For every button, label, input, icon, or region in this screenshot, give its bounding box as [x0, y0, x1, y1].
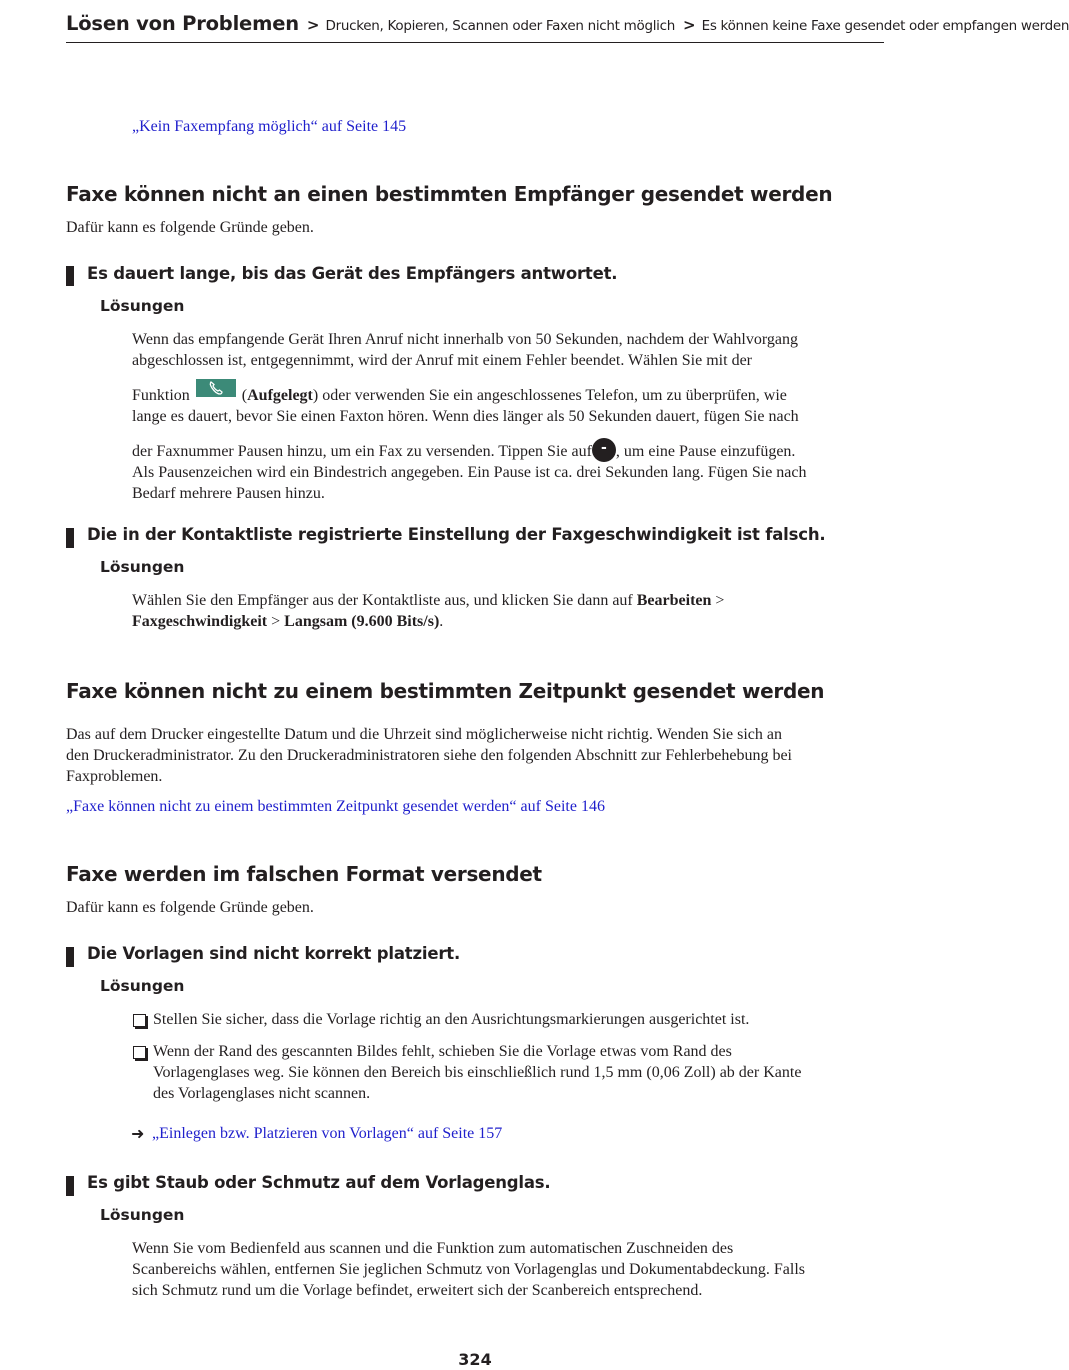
text-fragment: der Faxnummer Pausen hinzu, um ein Fax zu versenden. Tippen Sie auf — [132, 443, 592, 460]
checkbox-bullet-icon — [133, 1014, 146, 1027]
text-line: Das auf dem Drucker eingestellte Datum und die Uhrzeit sind möglicherweise nicht richtig. Wenden Sie sich an — [66, 726, 782, 743]
text-line: Als Pausenzeichen wird ein Bindestrich angegeben. Ein Pause ist ca. drei Sekunden lang. Fügen Sie nach — [132, 464, 807, 481]
cause-title-vorlagen: Die Vorlagen sind nicht korrekt platziert. — [87, 944, 461, 963]
text-line — [132, 438, 892, 462]
link-einlegen-vorlagen[interactable]: „Einlegen bzw. Platzieren von Vorlagen“ auf Seite 157 — [152, 1125, 503, 1142]
section-title-empfaenger: Faxe können nicht an einen bestimmten Empfänger gesendet werden — [66, 182, 833, 206]
text-fragment: > — [271, 613, 281, 630]
phone-icon — [196, 379, 236, 397]
text-line: Wenn das empfangende Gerät Ihren Anruf nicht innerhalb von 50 Sekunden, nachdem der Wahlvorgang — [132, 331, 798, 348]
link-zeitpunkt[interactable]: „Faxe können nicht zu einem bestimmten Zeitpunkt gesendet werden“ auf Seite 146 — [66, 798, 605, 815]
page-number: 324 — [458, 1350, 492, 1369]
text-line — [132, 611, 892, 632]
solution-text-faxgeschwindigkeit — [132, 590, 892, 632]
aufgelegt-label: Aufgelegt — [247, 387, 313, 404]
solutions-label: Lösungen — [100, 297, 185, 315]
langsam-label: Langsam (9.600 Bits/s) — [284, 613, 440, 630]
pause-dash-icon: - — [592, 438, 616, 462]
page-header — [66, 12, 1069, 43]
solutions-label: Lösungen — [100, 977, 185, 995]
text-line: lange es dauert, bevor Sie einen Faxton hören. Wenn dies länger als 50 Sekunden dauert, fügen Sie nach — [132, 408, 799, 425]
text-fragment: ( — [241, 387, 248, 404]
text-line: den Druckeradministrator. Zu den Druckeradministratoren siehe den folgenden Abschnitt zur Fehlerbehebung bei — [66, 747, 792, 764]
section-title-zeitpunkt: Faxe können nicht zu einem bestimmten Zeitpunkt gesendet werden — [66, 679, 825, 703]
text-line: Scanbereichs wählen, entfernen Sie jeglichen Schmutz von Vorlagenglas und Dokumentabdeckung. Falls — [132, 1261, 806, 1278]
link-kein-faxempfang[interactable]: „Kein Faxempfang möglich“ auf Seite 145 — [132, 118, 407, 135]
text-line: Faxproblemen. — [66, 768, 163, 785]
text-line — [132, 590, 892, 611]
text-line: abgeschlossen ist, entgegennimmt, wird der Anruf mit einem Fehler beendet. Wählen Sie mit der — [132, 352, 752, 369]
cause-marker — [66, 947, 74, 967]
bearbeiten-label: Bearbeiten — [636, 592, 712, 609]
text-line: Bedarf mehrere Pausen hinzu. — [132, 485, 325, 502]
text-line — [132, 379, 892, 406]
solutions-label: Lösungen — [100, 558, 185, 576]
section-text-zeitpunkt — [66, 724, 896, 787]
breadcrumb-1: Drucken, Kopieren, Scannen oder Faxen nicht möglich — [325, 18, 676, 34]
text-fragment: ) oder verwenden Sie ein angeschlossenes Telefon, um zu überprüfen, wie — [312, 387, 787, 404]
faxgeschwindigkeit-label: Faxgeschwindigkeit — [132, 613, 268, 630]
solution-text-antwort — [132, 329, 892, 504]
cause-marker — [66, 1176, 74, 1196]
text-fragment: > — [715, 592, 725, 609]
breadcrumb-separator: > — [306, 16, 320, 34]
text-fragment: Wählen Sie den Empfänger aus der Kontaktliste aus, und klicken Sie dann auf — [132, 592, 633, 609]
cause-title-faxgeschwindigkeit: Die in der Kontaktliste registrierte Einstellung der Faxgeschwindigkeit ist falsch. — [87, 525, 826, 544]
bullet-item: Stellen Sie sicher, dass die Vorlage richtig an den Ausrichtungsmarkierungen ausgerichtet ist. — [153, 1011, 750, 1028]
cause-marker — [66, 266, 74, 286]
text-fragment: , um eine Pause einzufügen. — [615, 443, 796, 460]
section-intro: Dafür kann es folgende Gründe geben. — [66, 899, 314, 916]
cause-marker — [66, 528, 74, 548]
breadcrumb-separator: > — [683, 16, 696, 34]
cause-title-antwort: Es dauert lange, bis das Gerät des Empfängers antwortet. — [87, 264, 618, 283]
text-line: des Vorlagenglases nicht scannen. — [153, 1085, 371, 1102]
section-intro: Dafür kann es folgende Gründe geben. — [66, 219, 314, 236]
breadcrumb-2: Es können keine Faxe gesendet oder empfangen werden — [701, 18, 1069, 34]
section-title-format: Faxe werden im falschen Format versendet — [66, 862, 542, 886]
solution-text-staub — [132, 1238, 892, 1301]
checkbox-bullet-icon — [133, 1046, 146, 1059]
chapter-title: Lösen von Problemen — [66, 12, 299, 35]
text-fragment: Funktion — [132, 387, 190, 404]
text-line: Wenn Sie vom Bedienfeld aus scannen und die Funktion zum automatischen Zuschneiden des — [132, 1240, 734, 1257]
text-fragment: . — [439, 613, 444, 630]
text-line: Vorlagenglases weg. Sie können den Bereich bis einschließlich rund 1,5 mm (0,06 Zoll) ab der Kante — [153, 1064, 802, 1081]
solutions-label: Lösungen — [100, 1206, 185, 1224]
cause-title-staub: Es gibt Staub oder Schmutz auf dem Vorlagenglas. — [87, 1173, 551, 1192]
arrow-right-icon: ➜ — [131, 1126, 145, 1143]
text-line: Wenn der Rand des gescannten Bildes fehlt, schieben Sie die Vorlage etwas vom Rand des — [153, 1043, 732, 1060]
bullet-item — [153, 1041, 893, 1104]
text-line: sich Schmutz rund um die Vorlage befindet, erweitert sich der Scanbereich entsprechend. — [132, 1282, 703, 1299]
